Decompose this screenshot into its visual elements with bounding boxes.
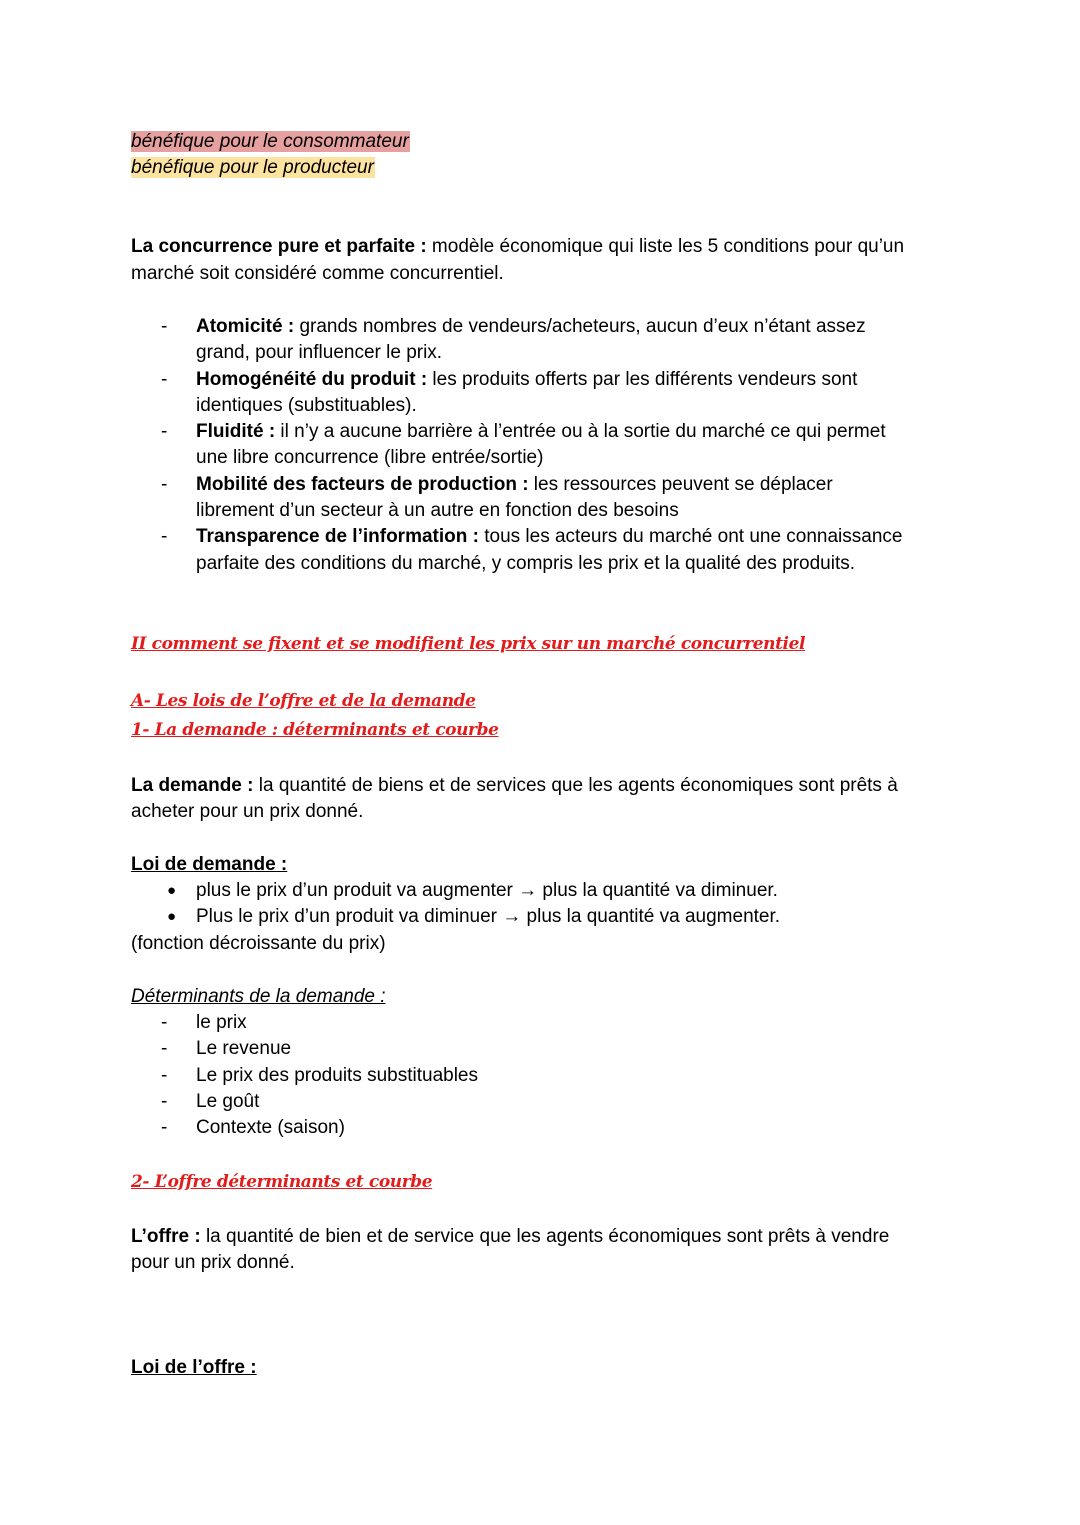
determinant-text: le prix	[196, 1012, 247, 1033]
loi-demande-label: Loi de demande :	[131, 854, 288, 875]
law-note: (fonction décroissante du prix)	[131, 933, 386, 954]
subheading-a: A- Les lois de l’offre et de la demande	[131, 691, 476, 711]
condition-text: grands nombres de vendeurs/acheteurs, aucun d’eux n’étant assez	[294, 316, 866, 337]
determinants-label: Déterminants de la demande :	[131, 986, 386, 1007]
dash-icon: -	[161, 369, 168, 390]
dash-icon: -	[161, 421, 168, 442]
condition-term: Homogénéité du produit :	[196, 369, 428, 390]
offre-term: L’offre :	[131, 1226, 201, 1247]
demande-definition	[131, 773, 898, 799]
subheading-1: 1- La demande : déterminants et courbe	[131, 720, 499, 740]
condition-text: identiques (substituables).	[196, 395, 417, 416]
condition-term: Mobilité des facteurs de production :	[196, 474, 529, 495]
determinant-text: Le revenue	[196, 1038, 292, 1059]
condition-term: Fluidité :	[196, 421, 276, 442]
demande-definition-cont	[131, 799, 363, 825]
subheading-2: 2- L’offre déterminants et courbe	[131, 1172, 433, 1192]
demande-term: La demande :	[131, 775, 254, 796]
dash-icon: -	[161, 1012, 168, 1033]
cpp-def-1: modèle économique qui liste les 5 conditions pour qu’un	[426, 236, 905, 257]
dash-icon: -	[161, 316, 168, 337]
cpp-definition-cont	[131, 261, 504, 287]
determinant-text: Le goût	[196, 1091, 260, 1112]
dash-icon: -	[161, 474, 168, 495]
condition-text: une libre concurrence (libre entrée/sortie)	[196, 447, 544, 468]
highlight-consumer	[131, 129, 410, 155]
condition-text: les ressources peuvent se déplacer	[528, 474, 833, 495]
offre-def-1: la quantité de bien et de service que les agents économiques sont prêts à vendre	[200, 1226, 890, 1247]
condition-text: il n’y a aucune barrière à l’entrée ou à la sortie du marché ce qui permet	[275, 421, 886, 442]
dash-icon: -	[161, 526, 168, 547]
dash-icon: -	[161, 1117, 168, 1138]
bullet-icon: ●	[167, 908, 177, 925]
highlight-consumer-text: bénéfique pour le consommateur	[131, 131, 409, 152]
dash-icon: -	[161, 1038, 168, 1059]
condition-text: librement d’un secteur à un autre en fonction des besoins	[196, 500, 679, 521]
condition-term: Atomicité :	[196, 316, 295, 337]
loi-offre-title	[131, 1355, 257, 1381]
dash-icon: -	[161, 1065, 168, 1086]
section-heading-2: II comment se fixent et se modifient les prix sur un marché concurrentiel	[131, 634, 806, 654]
cpp-definition	[131, 234, 904, 260]
loi-offre-label: Loi de l’offre :	[131, 1357, 257, 1378]
offre-definition-cont	[131, 1250, 295, 1276]
dash-icon: -	[161, 1091, 168, 1112]
condition-text: grand, pour influencer le prix.	[196, 342, 443, 363]
offre-definition	[131, 1224, 889, 1250]
bullet-icon: ●	[167, 882, 177, 899]
cpp-term: La concurrence pure et parfaite :	[131, 236, 427, 257]
condition-term: Transparence de l’information :	[196, 526, 479, 547]
highlight-producer-text: bénéfique pour le producteur	[131, 157, 374, 178]
demande-def-2: acheter pour un prix donné.	[131, 801, 364, 822]
condition-text: les produits offerts par les différents vendeurs sont	[427, 369, 858, 390]
demande-def-1: la quantité de biens et de services que les agents économiques sont prêts à	[253, 775, 898, 796]
determinant-text: Le prix des produits substituables	[196, 1065, 478, 1086]
law-item-text: Plus le prix d’un produit va diminuer → plus la quantité va augmenter.	[196, 906, 781, 927]
cpp-def-2: marché soit considéré comme concurrentiel.	[131, 263, 504, 284]
determinants-title	[131, 984, 386, 1010]
loi-demande-title	[131, 852, 287, 878]
condition-text: tous les acteurs du marché ont une connaissance	[478, 526, 903, 547]
highlight-producer	[131, 155, 375, 181]
law-item-text: plus le prix d’un produit va augmenter → plus la quantité va diminuer.	[196, 880, 778, 901]
determinant-text: Contexte (saison)	[196, 1117, 345, 1138]
offre-def-2: pour un prix donné.	[131, 1252, 295, 1273]
condition-text: parfaite des conditions du marché, y compris les prix et la qualité des produits.	[196, 553, 855, 574]
